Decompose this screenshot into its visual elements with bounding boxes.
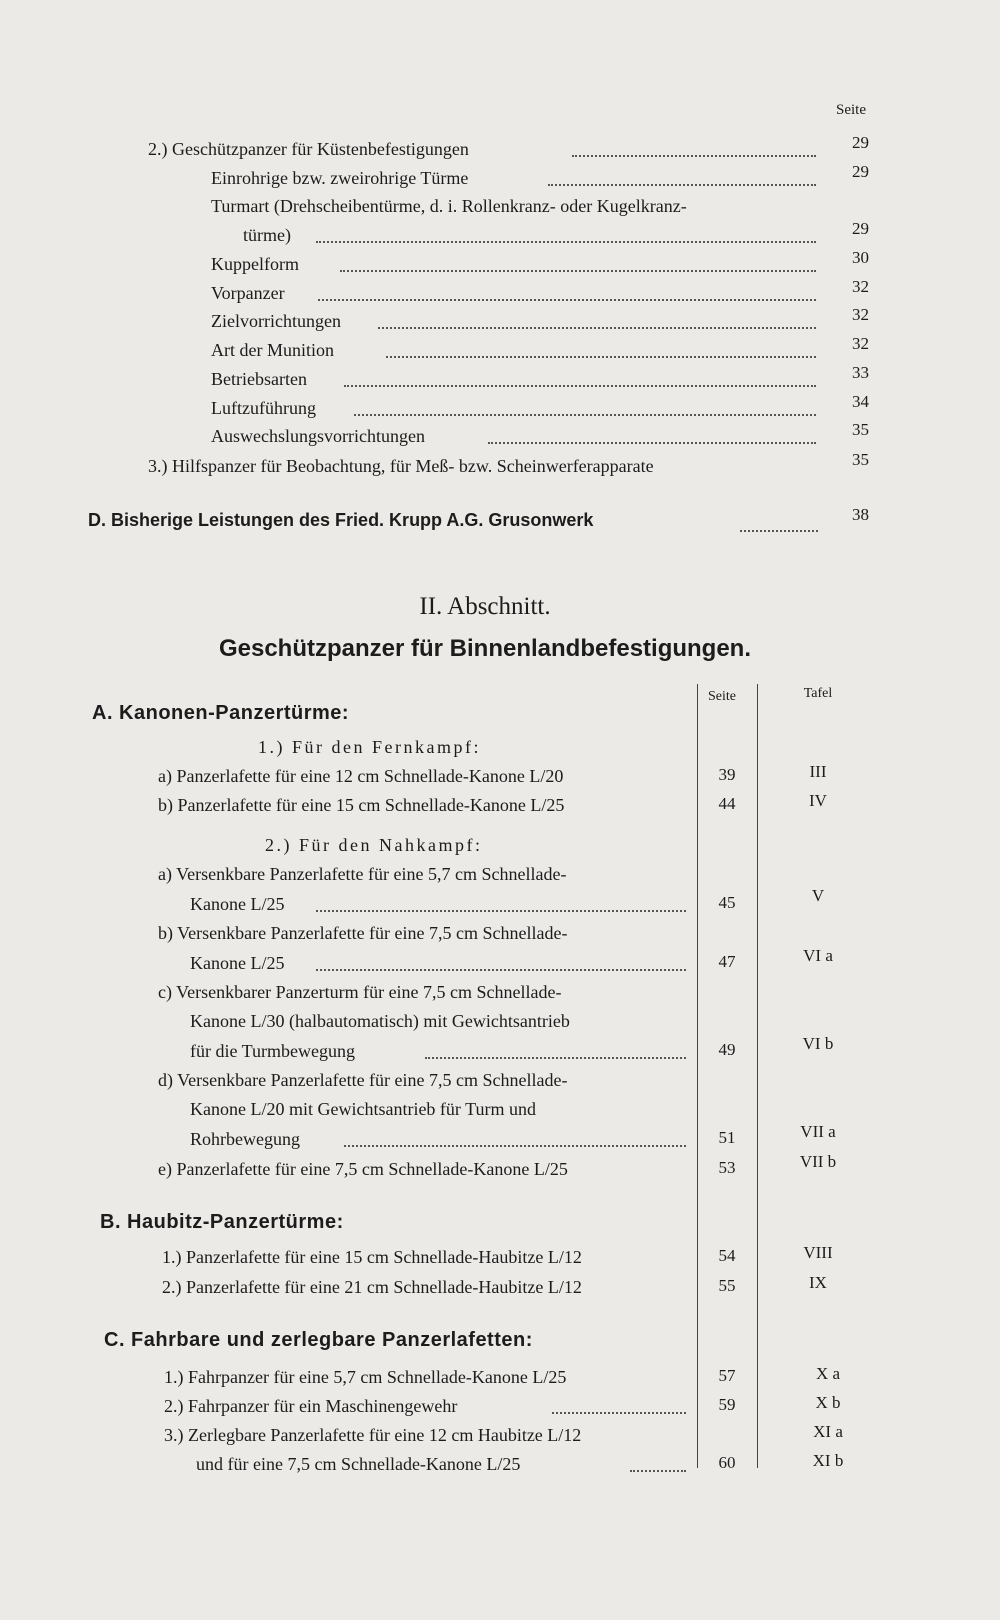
toc-entry: d) Versenkbare Panzerlafette für eine 7,5 cm Schnellade- bbox=[158, 1070, 568, 1090]
page-column-header: Seite bbox=[836, 102, 866, 118]
dot-leader bbox=[630, 1470, 686, 1472]
dot-leader bbox=[378, 327, 816, 329]
toc-entry: Zielvorrichtungen bbox=[211, 311, 341, 331]
tafel-value: VII b bbox=[799, 1152, 837, 1171]
toc-entry: e) Panzerlafette für eine 7,5 cm Schnellade-Kanone L/25 bbox=[158, 1159, 568, 1179]
dot-leader bbox=[316, 241, 816, 243]
toc-page: 29 bbox=[852, 219, 869, 238]
dot-leader bbox=[572, 155, 816, 157]
dot-leader bbox=[316, 969, 686, 971]
seite-value: 55 bbox=[718, 1276, 736, 1295]
dot-leader bbox=[340, 270, 816, 272]
toc-entry: 1.) Panzerlafette für eine 15 cm Schnellade-Haubitze L/12 bbox=[162, 1247, 582, 1267]
column-rule bbox=[757, 684, 758, 1468]
toc-entry: 3.) Hilfspanzer für Beobachtung, für Meß- bzw. Scheinwerferapparate bbox=[148, 456, 654, 476]
tafel-value: III bbox=[809, 762, 827, 781]
toc-entry: Luftzuführung bbox=[211, 398, 316, 418]
seite-value: 39 bbox=[718, 765, 736, 784]
tafel-value: VIII bbox=[803, 1243, 833, 1262]
dot-leader bbox=[552, 1412, 686, 1414]
tafel-value: VII a bbox=[800, 1122, 836, 1141]
section-c-heading: C. Fahrbare und zerlegbare Panzerlafetten: bbox=[104, 1329, 533, 1351]
column-header-seite: Seite bbox=[708, 689, 736, 704]
dot-leader bbox=[488, 442, 816, 444]
toc-entry-continuation: Kanone L/30 (halbautomatisch) mit Gewichtsantrieb bbox=[190, 1011, 570, 1031]
seite-value: 51 bbox=[718, 1128, 736, 1147]
toc-entry-continuation: Kanone L/25 bbox=[190, 953, 285, 973]
seite-value: 49 bbox=[718, 1040, 736, 1059]
section-b-heading: B. Haubitz-Panzertürme: bbox=[100, 1211, 344, 1233]
section-d-heading: D. Bisherige Leistungen des Fried. Krupp A.G. Grusonwerk bbox=[88, 510, 594, 530]
tafel-value: X a bbox=[815, 1364, 841, 1383]
toc-page: 32 bbox=[852, 305, 869, 324]
seite-value: 44 bbox=[718, 794, 736, 813]
toc-entry: 2.) Panzerlafette für eine 21 cm Schnellade-Haubitze L/12 bbox=[162, 1277, 582, 1297]
toc-page: 35 bbox=[852, 420, 869, 439]
dot-leader bbox=[344, 1145, 686, 1147]
toc-entry: Einrohrige bzw. zweirohrige Türme bbox=[211, 168, 469, 188]
toc-entry-continuation: Kanone L/20 mit Gewichtsantrieb für Turm und bbox=[190, 1099, 536, 1119]
toc-entry: a) Panzerlafette für eine 12 cm Schnellade-Kanone L/20 bbox=[158, 766, 564, 786]
toc-page: 35 bbox=[852, 450, 869, 469]
seite-value: 54 bbox=[718, 1246, 736, 1265]
toc-entry: b) Panzerlafette für eine 15 cm Schnellade-Kanone L/25 bbox=[158, 795, 565, 815]
tafel-value: X b bbox=[815, 1393, 841, 1412]
chapter-title: II. Abschnitt. bbox=[419, 593, 551, 620]
toc-entry: Kuppelform bbox=[211, 254, 299, 274]
dot-leader bbox=[425, 1057, 686, 1059]
toc-page: 33 bbox=[852, 363, 869, 382]
dot-leader bbox=[316, 910, 686, 912]
seite-value: 57 bbox=[718, 1366, 736, 1385]
toc-entry: 2.) Geschützpanzer für Küstenbefestigungen bbox=[148, 139, 469, 159]
section-a-heading: A. Kanonen-Panzertürme: bbox=[92, 702, 350, 724]
tafel-value: IV bbox=[809, 791, 827, 810]
dot-leader bbox=[354, 414, 816, 416]
toc-page: 30 bbox=[852, 248, 869, 267]
dot-leader bbox=[318, 299, 816, 301]
toc-entry-continuation: Rohrbewegung bbox=[190, 1129, 300, 1149]
seite-value: 45 bbox=[718, 893, 736, 912]
toc-entry: Turmart (Drehscheibentürme, d. i. Rollenkranz- oder Kugelkranz- bbox=[211, 196, 687, 216]
chapter-subtitle: Geschützpanzer für Binnenlandbefestigungen. bbox=[218, 635, 752, 662]
dot-leader bbox=[548, 184, 816, 186]
toc-page: 34 bbox=[852, 392, 869, 411]
toc-page: 38 bbox=[852, 505, 869, 524]
toc-entry-continuation: Kanone L/25 bbox=[190, 894, 285, 914]
tafel-value: XI b bbox=[812, 1451, 844, 1470]
column-rule bbox=[697, 684, 698, 1468]
toc-entry: Vorpanzer bbox=[211, 283, 285, 303]
seite-value: 59 bbox=[718, 1395, 736, 1414]
toc-entry: Auswechslungsvorrichtungen bbox=[211, 426, 425, 446]
tafel-value: XI a bbox=[813, 1422, 843, 1441]
seite-value: 53 bbox=[718, 1158, 736, 1177]
toc-entry-continuation: und für eine 7,5 cm Schnellade-Kanone L/25 bbox=[196, 1454, 521, 1474]
tafel-value: IX bbox=[809, 1273, 827, 1292]
tafel-value: V bbox=[811, 886, 825, 905]
toc-entry: c) Versenkbarer Panzerturm für eine 7,5 cm Schnellade- bbox=[158, 982, 562, 1002]
seite-value: 60 bbox=[718, 1453, 736, 1472]
toc-entry-continuation: für die Turmbewegung bbox=[190, 1041, 355, 1061]
toc-page: 32 bbox=[852, 334, 869, 353]
toc-entry: türme) bbox=[243, 225, 291, 245]
seite-value: 47 bbox=[718, 952, 736, 971]
toc-page: 29 bbox=[852, 162, 869, 181]
subsection-heading: 2.) Für den Nahkampf: bbox=[265, 835, 483, 855]
toc-page: 32 bbox=[852, 277, 869, 296]
toc-entry: 3.) Zerlegbare Panzerlafette für eine 12 cm Haubitze L/12 bbox=[164, 1425, 582, 1445]
toc-entry: 2.) Fahrpanzer für ein Maschinengewehr bbox=[164, 1396, 458, 1416]
column-header-tafel: Tafel bbox=[803, 686, 833, 701]
subsection-heading: 1.) Für den Fernkampf: bbox=[258, 737, 481, 757]
toc-entry: 1.) Fahrpanzer für eine 5,7 cm Schnellade-Kanone L/25 bbox=[164, 1367, 567, 1387]
toc-entry: Betriebsarten bbox=[211, 369, 307, 389]
toc-entry: b) Versenkbare Panzerlafette für eine 7,5 cm Schnellade- bbox=[158, 923, 568, 943]
toc-entry: Art der Munition bbox=[211, 340, 334, 360]
tafel-value: VI b bbox=[802, 1034, 834, 1053]
dot-leader bbox=[740, 530, 818, 532]
tafel-value: VI a bbox=[803, 946, 833, 965]
toc-entry: a) Versenkbare Panzerlafette für eine 5,7 cm Schnellade- bbox=[158, 864, 567, 884]
dot-leader bbox=[386, 356, 816, 358]
dot-leader bbox=[344, 385, 816, 387]
toc-page: 29 bbox=[852, 133, 869, 152]
